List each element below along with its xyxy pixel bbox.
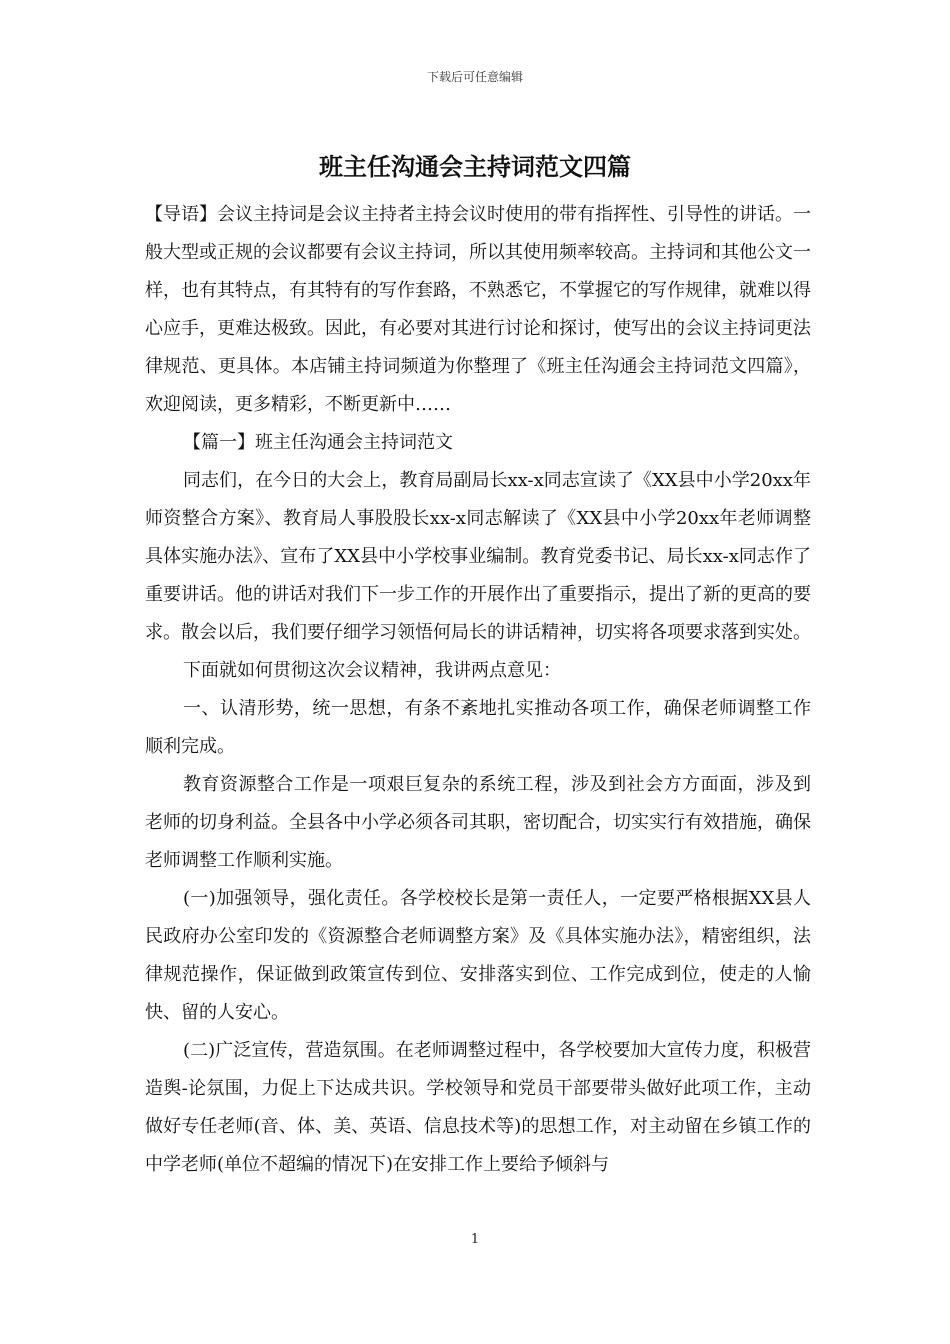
paragraph: 同志们，在今日的大会上，教育局副局长xx-x同志宣读了《XX县中小学20xx年师资整合方案》、教育局人事股股长xx-x同志解读了《XX县中小学20xx年老师调整具体实施办法》、宣布了XX县中小学校事业编制。教育党委书记、局长xx-x同志作了重要讲话。他的讲话对我们下一步工作的开展作出了重要指示，提出了新的更高的要求。散会以后，我们要仔细学习领悟何局长的讲话精神，切实将各项要求落到实处。 xyxy=(145,470,811,643)
paragraph: 教育资源整合工作是一项艰巨复杂的系统工程，涉及到社会方方面面，涉及到老师的切身利益。全县各中小学必须各司其职，密切配合，切实实行有效措施，确保老师调整工作顺利实施。 xyxy=(145,774,811,871)
paragraph-intro: 【导语】会议主持词是会议主持者主持会议时使用的带有指挥性、引导性的讲话。一般大型或正规的会议都要有会议主持词，所以其使用频率较高。主持词和其他公文一样，也有其特点，有其特有的写作套路，不熟悉它，不掌握它的写作规律，就难以得心应手，更难达极致。因此，有必要对其进行讨论和探讨，使写出的会议主持词更法律规范、更具体。本店铺主持词频道为你整理了《班主任沟通会主持词范文四篇》，欢迎阅读，更多精彩，不断更新中…… xyxy=(145,204,811,415)
paragraph-section-heading: 【篇一】班主任沟通会主持词范文 xyxy=(183,432,453,453)
page-number: 1 xyxy=(470,1232,480,1247)
paragraph: 一、认清形势，统一思想，有条不紊地扎实推动各项工作，确保老师调整工作顺利完成。 xyxy=(145,698,811,757)
document-body xyxy=(145,196,811,1184)
header-note: 下载后可任意编辑 xyxy=(426,70,523,84)
document-title: 班主任沟通会主持词范文四篇 xyxy=(319,152,631,181)
paragraph: (二)广泛宣传，营造氛围。在老师调整过程中，各学校要加大宣传力度，积极营造舆-论氛围，力促上下达成共识。学校领导和党员干部要带头做好此项工作，主动做好专任老师(音、体、美、英语、信息技术等)的思想工作，对主动留在乡镇工作的中学老师(单位不超编的情况下)在安排工作上要给予倾斜与 xyxy=(145,1040,812,1175)
paragraph: 下面就如何贯彻这次会议精神，我讲两点意见： xyxy=(183,660,561,681)
paragraph: (一)加强领导，强化责任。各学校校长是第一责任人，一定要严格根据XX县人民政府办公室印发的《资源整合老师调整方案》及《具体实施办法》，精密组织，法律规范操作，保证做到政策宣传到位、安排落实到位、工作完成到位，使走的人愉快、留的人安心。 xyxy=(145,888,811,1023)
